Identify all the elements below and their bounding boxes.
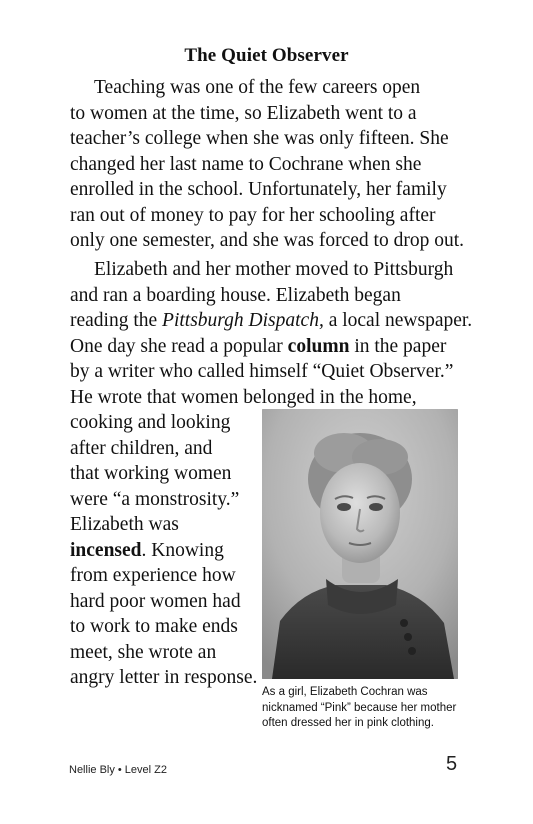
text-line: Elizabeth was <box>70 514 179 535</box>
text-line: angry letter in response. <box>70 667 258 688</box>
text-run: in the paper <box>349 335 447 357</box>
portrait-photo <box>262 409 458 679</box>
text-run: a local newspaper. <box>323 310 473 331</box>
text-line: by a writer who called himself “Quiet Observer.” <box>70 361 454 382</box>
caption-line: As a girl, Elizabeth Cochran was <box>262 686 428 698</box>
text-line: Teaching was one of the few careers open <box>94 77 421 98</box>
caption-line: nicknamed “Pink” because her mother <box>262 701 457 714</box>
text-line: hard poor women had <box>70 590 241 612</box>
text-line: He wrote that women belonged in the home, <box>70 386 417 408</box>
text-run: . Knowing <box>141 539 224 561</box>
text-line <box>70 334 474 360</box>
text-line: cooking and looking <box>70 412 231 433</box>
vocab-word-column: column <box>287 335 350 357</box>
text-line: that working women <box>70 463 232 484</box>
text-line: were “a monstrosity.” <box>70 488 240 510</box>
text-line <box>70 308 474 334</box>
text-run: One day she read a popular <box>70 335 288 357</box>
text-run: reading the <box>70 310 163 331</box>
text-line: from experience how <box>70 565 236 586</box>
text-line: changed her last name to Cochrane when she <box>70 153 422 175</box>
text-line: enrolled in the school. Unfortunately, her family <box>70 179 447 200</box>
book-footer-label: Nellie Bly • Level Z2 <box>69 764 168 776</box>
newspaper-title: Pittsburgh Dispatch, <box>162 310 324 331</box>
text-line: Elizabeth and her mother moved to Pittsburgh <box>94 259 454 280</box>
portrait-illustration <box>262 409 458 679</box>
photo-caption <box>262 685 462 732</box>
page-number: 5 <box>446 753 458 775</box>
text-line: ran out of money to pay for her schooling after <box>70 204 436 226</box>
text-line: meet, she wrote an <box>70 641 217 663</box>
text-line: to work to make ends <box>70 616 238 637</box>
vocab-word-incensed: incensed <box>70 539 142 561</box>
text-line: only one semester, and she was forced to drop out. <box>70 230 464 251</box>
section-heading: The Quiet Observer <box>184 45 349 66</box>
text-line: to women at the time, so Elizabeth went to a <box>70 102 417 124</box>
paragraph-1 <box>70 75 474 254</box>
caption-line: often dressed her in pink clothing. <box>262 717 434 729</box>
text-line: after children, and <box>70 437 213 459</box>
text-line: teacher’s college when she was only fifteen. She <box>70 128 449 149</box>
text-line: and ran a boarding house. Elizabeth began <box>70 284 401 306</box>
